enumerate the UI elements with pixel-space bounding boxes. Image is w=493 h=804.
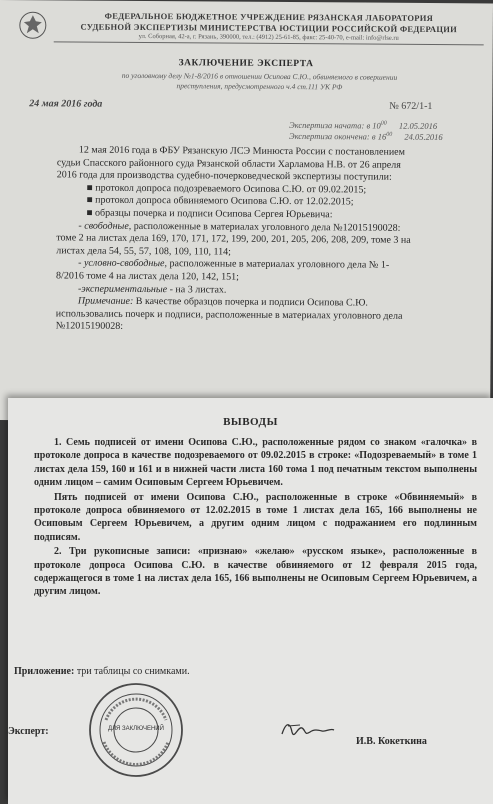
attachment-line: Приложение: три таблицы со снимками. — [14, 666, 190, 677]
note: Примечание: В качестве образцов почерка и подписи Осипова С.Ю. — [77, 295, 368, 309]
stamp-text: ДЛЯ ЗАКЛЮЧЕНИЙ — [108, 726, 164, 732]
document-subtitle-1: по уголовному делу №1-8/2016 в отношении Осипова С.Ю., обвиняемого в совершении — [121, 70, 398, 82]
conclusions-body — [34, 436, 477, 600]
document-date: 24 мая 2016 года — [29, 98, 103, 110]
document-number: № 672/1-1 — [389, 100, 433, 113]
header-line-2: СУДЕБНОЙ ЭКСПЕРТИЗЫ МИНИСТЕРСТВА ЮСТИЦИИ РОССИЙСКОЙ ФЕДЕРАЦИИ — [80, 21, 458, 35]
samples-free: - свободные, расположенные в материалах уголовного дела №12015190028: — [78, 220, 401, 234]
list-item: ■ образцы почерка и подписи Осипова Сергея Юрьевича: — [86, 207, 333, 221]
conclusion-2: 2. Три рукописные записи: «признаю» «желаю» «русском языке», расположенные в протоколе допроса Осипова С.Ю. в качестве обвиняемого от 12 февраля 2015 года, содержащегося в томе 1 на листах дела 165, 166 выполнены не Осиповым Сергеем Юрьевичем, а другим лицом. — [34, 546, 477, 598]
expert-label: Эксперт: — [8, 726, 49, 737]
note-cont: использовались почерк и подписи, расположенные в материалах уголовного дела — [55, 308, 403, 322]
conclusion-1: 1. Семь подписей от имени Осипова С.Ю., расположенные рядом со знаком «галочка» в протоколе допроса в качестве подозреваемого от 09.02.2015 в строке: «Подозреваемый» в томе 1 листах дела 159, 160 и 161 и в нижней части листа 160 тома 1 под печатным текстом выполнены одним лицом – самим Осиповым Сергеем Юрьевичем. — [34, 437, 477, 489]
document-subtitle-2: преступления, предусмотренного ч.4 ст.111 УК РФ — [176, 81, 343, 92]
list-item: ■ протокол допроса подозреваемого Осипова С.Ю. от 09.02.2015; — [86, 182, 367, 196]
emblem-icon — [18, 10, 48, 40]
header-address: ул. Соборная, 42-а, г. Рязань, 390000, тел.: (4912) 25-61-85, факс: 25-40-70, e-mail: info@rlse.ru — [138, 32, 399, 42]
document-page-2 — [8, 398, 493, 804]
conclusion-1b: Пять подписей от имени Осипова С.Ю., расположенные в строке «Обвиняемый» в протоколе допроса обвиняемого от 12.02.2015 в томе 1 листах дела 165, 166 выполнены не Осиповым Сергеем Юрьевичем, а другим одним лицом с подражанием его подлинным подписям. — [34, 491, 477, 543]
list-item: ■ протокол допроса обвиняемого Осипова С.Ю. от 12.02.2015; — [86, 194, 354, 208]
samples-free-cont: томе 2 на листах дела 169, 170, 171, 172, 199, 200, 201, 205, 206, 208, 209, томе 3 на — [56, 232, 411, 247]
samples-conditional: - условно-свободные, расположенные в материалах уголовного дела № 1- — [78, 257, 390, 272]
intro-line: 2016 года для производства судебно-почерковедческой экспертизы поступили: — [56, 169, 392, 183]
samples-conditional-cont: 8/2016 томе 4 на листах дела 120, 142, 151; — [56, 270, 239, 283]
header-line-1: ФЕДЕРАЛЬНОЕ БЮДЖЕТНОЕ УЧРЕЖДЕНИЕ РЯЗАНСКАЯ ЛАБОРАТОРИЯ — [104, 10, 434, 24]
expert-signature — [278, 716, 338, 744]
intro-line: судьи Спасского районного суда Рязанской области Харламова Н.В. от 26 апреля — [56, 156, 401, 171]
samples-experimental: -экспериментальные - на 3 листах. — [77, 283, 227, 296]
document-title: ЗАКЛЮЧЕНИЕ ЭКСПЕРТА — [178, 58, 314, 70]
intro-line: 12 мая 2016 года в ФБУ Рязанскую ЛСЭ Минюста России с постановлением — [78, 144, 406, 158]
samples-free-cont: листах дела 54, 55, 57, 108, 109, 110, 114; — [56, 245, 231, 258]
conclusions-title: ВЫВОДЫ — [223, 416, 278, 428]
expert-name: И.В. Кокеткина — [356, 736, 427, 747]
intro-paragraph — [56, 144, 469, 336]
note-cont: №12015190028: — [55, 320, 124, 333]
round-stamp — [86, 680, 186, 780]
expertise-started: Экспертиза начата: в $10^{00}$ 12.05.2016 — [289, 119, 438, 131]
expertise-finished: Экспертиза окончена: в $16^{00}$ 24.05.2016 — [289, 130, 443, 142]
